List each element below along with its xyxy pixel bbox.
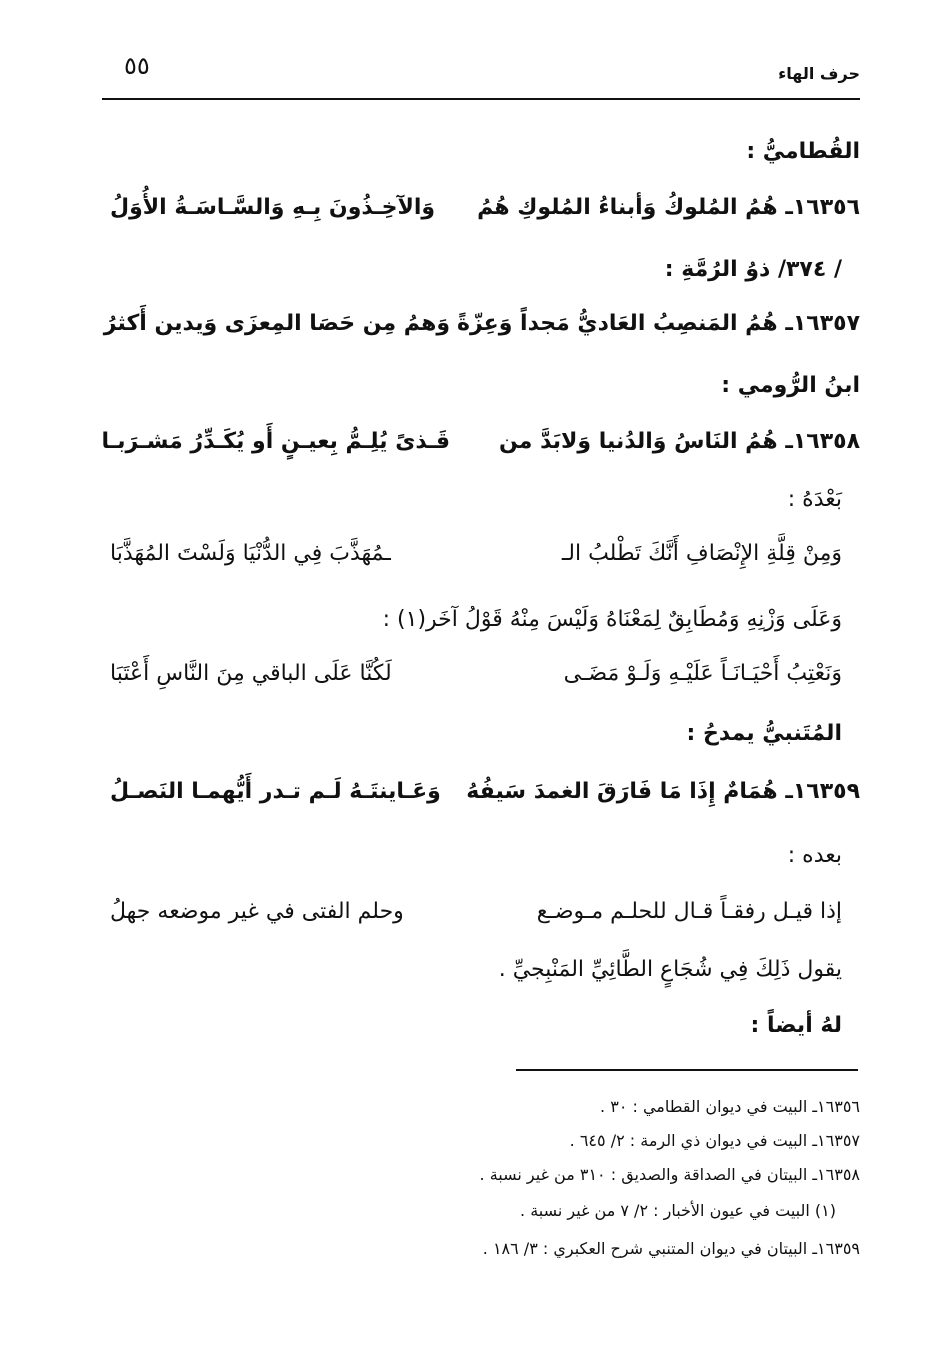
verse-second-hemistich: وَهمُ مِن حَصَا المِعزَى وَيدين أَكثرُ <box>103 311 450 336</box>
verse-second-hemistich: قَـذىً يُلِـمُّ بِعيـنٍ أَو يُكَـدِّرُ مَشـرَبـا <box>101 429 450 454</box>
also-label: لهُ أيضاً : <box>750 1013 842 1038</box>
commentary-line: وَعَلَى وَزْنِهِ وَمُطَابِقٌ لِمَعْنَاهُ وَلَيْسَ مِنْهُ قَوْلُ آخَر(١) : <box>382 607 842 632</box>
verse-follow-up-2 <box>110 892 860 932</box>
verse-first-hemistich: ١٦٣٥٩ـ هُمَامٌ إِذَا مَا فَارَقَ الغمدَ سَيفُهُ <box>466 779 860 804</box>
commentary-line: يقول ذَلِكَ فِي شُجَاعٍ الطَّائِيِّ المَنْبِجيِّ . <box>498 957 842 982</box>
poet-label-qutami: القُطاميُّ : <box>746 139 860 164</box>
footnote-divider <box>516 1069 858 1071</box>
verse-second-hemistich: وَالآخِـذُونَ بِـهِ وَالسَّـاسَـةُ الأُوَلُ <box>110 195 436 220</box>
verse-first-hemistich: إذا قيـل رفقـاً قـال للحلـم مـوضـع <box>536 899 842 924</box>
verse-other-poet <box>110 654 860 694</box>
verse-second-hemistich: ـمُهَذَّبَ فِي الدُّنْيَا وَلَسْتَ المُهَذَّبَا <box>110 541 391 566</box>
footnote: ١٦٣٥٨ـ البيتان في الصداقة والصديق : ٣١٠ من غير نسبة . <box>479 1165 860 1184</box>
poet-label-mutanabbi: المُتَنبيُّ يمدحُ : <box>686 721 842 746</box>
verse-16357 <box>103 304 860 344</box>
header-divider <box>102 98 860 100</box>
verse-first-hemistich: وَمِنْ قِلَّةِ الإِنْصَافِ أَنَّكَ تَطْلبُ الـ <box>561 541 842 566</box>
verse-second-hemistich: لَكُنَّا عَلَى الباقي مِنَ النَّاسِ أَعْتَبَا <box>110 661 392 686</box>
verse-follow-up <box>110 534 860 574</box>
footnote: (١) البيت في عيون الأخبار : ٢/ ٧ من غير نسبة . <box>520 1201 836 1220</box>
verse-16359 <box>110 772 860 812</box>
after-label: بعده : <box>787 843 842 868</box>
poet-label-ibn-al-rumi: ابنُ الرُّومي : <box>721 373 860 398</box>
footnote: ١٦٣٥٧ـ البيت في ديوان ذي الرمة : ٢/ ٦٤٥ . <box>569 1131 860 1150</box>
verse-second-hemistich: وَعَـاينتَـهُ لَـم تـدر أَيُّهمـا النَصـلُ <box>110 779 441 804</box>
page-number: ٥٥ <box>124 52 150 80</box>
verse-16358 <box>101 422 860 462</box>
footnote: ١٦٣٥٦ـ البيت في ديوان القطامي : ٣٠ . <box>600 1097 860 1116</box>
verse-first-hemistich: ١٦٣٥٨ـ هُمُ النَاسُ وَالدُنيا وَلابَدَّ من <box>499 429 860 454</box>
verse-first-hemistich: ١٦٣٥٦ـ هُمُ المُلوكُ وَأبناءُ المُلوكِ هُمُ <box>477 195 860 220</box>
poet-label-dhu-al-rumma: / ٣٧٤/ ذوُ الرُمَّةِ : <box>664 257 842 282</box>
footnote: ١٦٣٥٩ـ البيتان في ديوان المتنبي شرح العكبري : ٣/ ١٨٦ . <box>482 1239 860 1258</box>
page-header <box>102 52 860 97</box>
after-label: بَعْدَهُ : <box>787 487 842 512</box>
verse-16356 <box>110 188 860 228</box>
verse-first-hemistich: وَنَعْتِبُ أَحْيَـانَـاً عَلَيْـهِ وَلَـوْ مَضَـى <box>563 661 842 686</box>
running-header-title: حرف الهاء <box>778 64 860 83</box>
verse-second-hemistich: وحلم الفتى في غير موضعه جهلُ <box>110 899 404 924</box>
verse-first-hemistich: ١٦٣٥٧ـ هُمُ المَنصِبُ العَاديُّ مَجداً وَعِزّةً <box>457 311 860 336</box>
